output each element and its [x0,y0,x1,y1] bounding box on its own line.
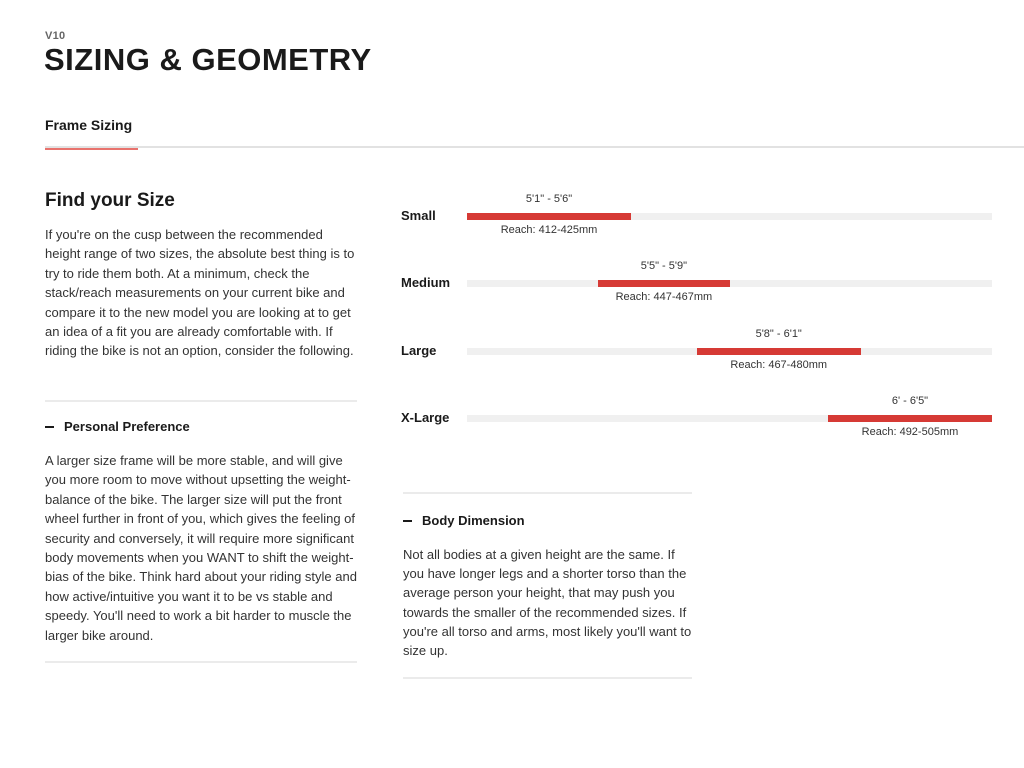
height-range-bar [697,348,861,355]
accordion-title: Body Dimension [422,513,525,528]
accordion-header[interactable] [45,419,357,434]
height-range-bar [828,415,992,422]
size-label: Medium [401,275,451,291]
height-range-bar [598,280,729,287]
page-title: SIZING & GEOMETRY [44,42,372,77]
divider [45,400,357,402]
divider [45,661,357,663]
accordion-body-dimension [403,492,692,679]
height-range-label: 5'1" - 5'6" [525,193,573,205]
size-track [467,213,992,220]
divider [403,492,692,494]
accordion-header[interactable] [403,513,692,528]
accordion-body: A larger size frame will be more stable, and will give you more room to move without upsetting the weight-balance of the bike. The larger size will put the front wheel further in front of you, which gives the feeling of security and conversely, it will require more significant body movements when you WANT to shift the weight-bias of the bike. Think hard about your riding style and how active/intuitive you want it to be vs stable and speedy. You'll need to work a bit harder to muscle the larger bike around. [45,453,357,643]
divider [403,677,692,679]
size-label: X-Large [401,409,450,425]
tab-bar [45,117,1024,148]
size-label: Large [401,342,437,358]
height-range-label: 5'8" - 6'1" [755,327,802,340]
size-track [467,415,992,422]
section-title: Find your Size [45,190,175,211]
model-eyebrow: V10 [45,30,66,42]
reach-label: Reach: 447-467mm [615,291,713,304]
reach-label: Reach: 467-480mm [730,358,828,371]
height-range-label: 6' - 6'5" [891,394,929,407]
accordion-personal-preference [45,400,357,663]
height-range-label: 5'5" - 5'9" [640,260,688,273]
height-range-bar [467,213,631,220]
find-your-size-section [45,190,357,361]
reach-label: Reach: 492-505mm [861,425,959,438]
tab-frame-sizing[interactable]: Frame Sizing [45,117,138,148]
size-track [467,280,992,287]
accordion-title: Personal Preference [64,419,190,434]
reach-label: Reach: 412-425mm [500,224,598,236]
intro-paragraph: If you're on the cusp between the recommended height range of two sizes, the absolute best thing is to try to ride them both. At a minimum, check the stack/reach measurements on your current bike and compare it to the new model you are looking at to get an idea of a fit you are already comfortable with. If riding the bike is not an option, consider the following. [45,227,355,359]
minus-icon [403,520,412,522]
minus-icon [45,426,54,428]
size-track [467,348,992,355]
accordion-body: Not all bodies at a given height are the same. If you have longer legs and a shorter torso than the average person your height, that may push you towards the smaller of the recommended sizes. If you're all torso and arms, most likely you'll want to size up. [403,547,692,659]
size-label: Small [401,208,436,223]
